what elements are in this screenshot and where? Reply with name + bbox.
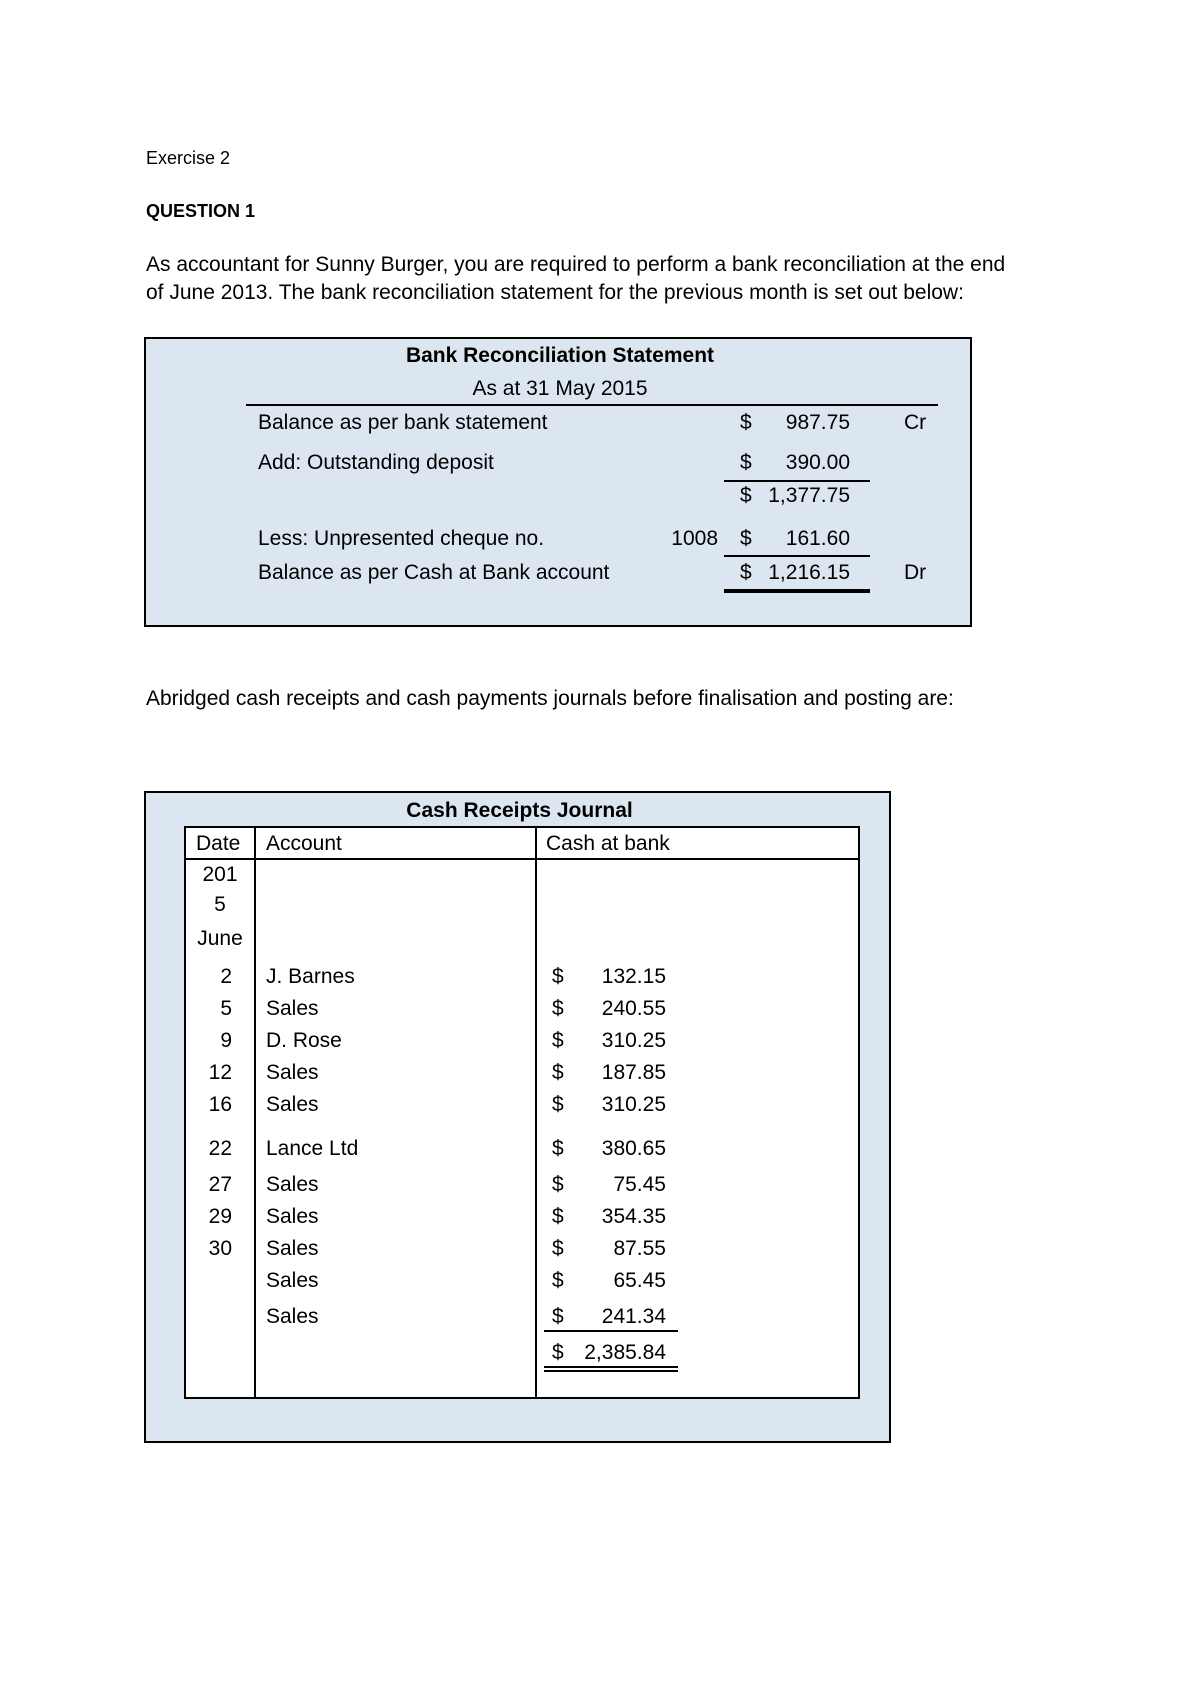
crj-entry-account: Sales xyxy=(266,1173,319,1196)
crj-subtotal-rule xyxy=(544,1330,678,1332)
crj-entry-amount: 240.55 xyxy=(601,997,666,1020)
crj-column-divider xyxy=(254,828,256,1397)
crj-entry-date: 9 xyxy=(220,1029,232,1052)
crj-entry-amount: 354.35 xyxy=(601,1205,666,1228)
crj-entry-date: 2 xyxy=(220,965,232,988)
recon-row-currency: $ xyxy=(740,527,752,550)
crj-entry-currency: $ xyxy=(552,1061,564,1084)
crj-entry-currency: $ xyxy=(552,1029,564,1052)
crj-entry-amount: 380.65 xyxy=(601,1137,666,1160)
crj-entry-date: 29 xyxy=(208,1205,232,1228)
crj-entry-date: 5 xyxy=(220,997,232,1020)
crj-entry-date: 12 xyxy=(208,1061,232,1084)
recon-row-ref: 1008 xyxy=(671,527,718,550)
crj-entry-account: D. Rose xyxy=(266,1029,342,1052)
crj-total-currency: $ xyxy=(552,1341,564,1364)
crj-entry-account: Sales xyxy=(266,1061,319,1084)
recon-row-currency: $ xyxy=(740,484,752,507)
recon-row-label: Balance as per Cash at Bank account xyxy=(258,561,610,584)
crj-header-account: Account xyxy=(266,832,342,855)
crj-entry-currency: $ xyxy=(552,1137,564,1160)
recon-row-amount: 161.60 xyxy=(785,527,850,550)
crj-entry-amount: 75.45 xyxy=(613,1173,666,1196)
crj-month: June xyxy=(197,927,243,950)
crj-header-date: Date xyxy=(196,832,241,855)
crj-entry-date: 27 xyxy=(208,1173,232,1196)
crj-entry-account: Sales xyxy=(266,1205,319,1228)
recon-row-currency: $ xyxy=(740,451,752,474)
crj-entry-currency: $ xyxy=(552,965,564,988)
journals-intro: Abridged cash receipts and cash payments journals before finalisation and posting are: xyxy=(146,687,954,710)
recon-row-label: Less: Unpresented cheque no. xyxy=(258,527,545,550)
intro-line-2: of June 2013. The bank reconciliation statement for the previous month is set out below: xyxy=(146,281,964,304)
crj-entry-account: J. Barnes xyxy=(266,965,355,988)
crj-entry-currency: $ xyxy=(552,1269,564,1292)
crj-header-rule xyxy=(186,858,858,860)
crj-entry-currency: $ xyxy=(552,997,564,1020)
recon-row-amount: 1,377.75 xyxy=(768,484,850,507)
recon-row-amount: 390.00 xyxy=(785,451,850,474)
crj-table xyxy=(184,826,860,1399)
crj-year-line-2: 5 xyxy=(214,893,226,916)
recon-row-currency: $ xyxy=(740,411,752,434)
recon-row-amount: 987.75 xyxy=(785,411,850,434)
crj-entry-currency: $ xyxy=(552,1093,564,1116)
crj-entry-amount: 241.34 xyxy=(601,1305,666,1328)
crj-entry-currency: $ xyxy=(552,1173,564,1196)
intro-paragraph xyxy=(146,251,1086,307)
cash-receipts-journal xyxy=(144,791,891,1443)
crj-entry-date: 30 xyxy=(208,1237,232,1260)
recon-row-suffix: Dr xyxy=(904,561,927,584)
recon-row-label: Balance as per bank statement xyxy=(258,411,548,434)
recon-subtotal-rule xyxy=(724,555,870,557)
crj-entry-amount: 310.25 xyxy=(601,1093,666,1116)
recon-subtotal-rule xyxy=(724,480,870,482)
crj-entry-amount: 65.45 xyxy=(613,1269,666,1292)
exercise-label: Exercise 2 xyxy=(146,148,231,168)
recon-header-rule xyxy=(246,404,938,406)
recon-subtitle: As at 31 May 2015 xyxy=(472,377,648,400)
bank-reconciliation-statement xyxy=(144,337,972,627)
crj-entry-currency: $ xyxy=(552,1305,564,1328)
crj-entry-date: 16 xyxy=(208,1093,232,1116)
crj-entry-amount: 187.85 xyxy=(601,1061,666,1084)
crj-entry-currency: $ xyxy=(552,1237,564,1260)
crj-header-cash: Cash at bank xyxy=(546,832,670,855)
recon-title: Bank Reconciliation Statement xyxy=(405,344,715,367)
crj-entry-amount: 132.15 xyxy=(601,965,666,988)
crj-entry-currency: $ xyxy=(552,1205,564,1228)
recon-row-label: Add: Outstanding deposit xyxy=(258,451,494,474)
recon-row-currency: $ xyxy=(740,561,752,584)
recon-row-suffix: Cr xyxy=(904,411,927,434)
crj-entry-account: Lance Ltd xyxy=(266,1137,359,1160)
crj-entry-amount: 310.25 xyxy=(601,1029,666,1052)
crj-entry-amount: 87.55 xyxy=(613,1237,666,1260)
crj-entry-account: Sales xyxy=(266,1237,319,1260)
crj-entry-account: Sales xyxy=(266,1305,319,1328)
question-label: QUESTION 1 xyxy=(146,201,256,221)
crj-title: Cash Receipts Journal xyxy=(406,799,633,822)
intro-line-1: As accountant for Sunny Burger, you are required to perform a bank reconciliation at the end xyxy=(146,253,1006,276)
recon-total-rule xyxy=(724,589,870,593)
crj-entry-account: Sales xyxy=(266,1093,319,1116)
recon-row-amount: 1,216.15 xyxy=(768,561,850,584)
crj-total-double-rule xyxy=(544,1370,678,1372)
crj-entry-date: 22 xyxy=(208,1137,232,1160)
crj-entry-account: Sales xyxy=(266,1269,319,1292)
crj-total-rule xyxy=(544,1366,678,1368)
crj-column-divider xyxy=(535,828,537,1397)
crj-entry-account: Sales xyxy=(266,997,319,1020)
crj-year-line-1: 201 xyxy=(202,863,238,886)
crj-total-amount: 2,385.84 xyxy=(584,1341,666,1364)
